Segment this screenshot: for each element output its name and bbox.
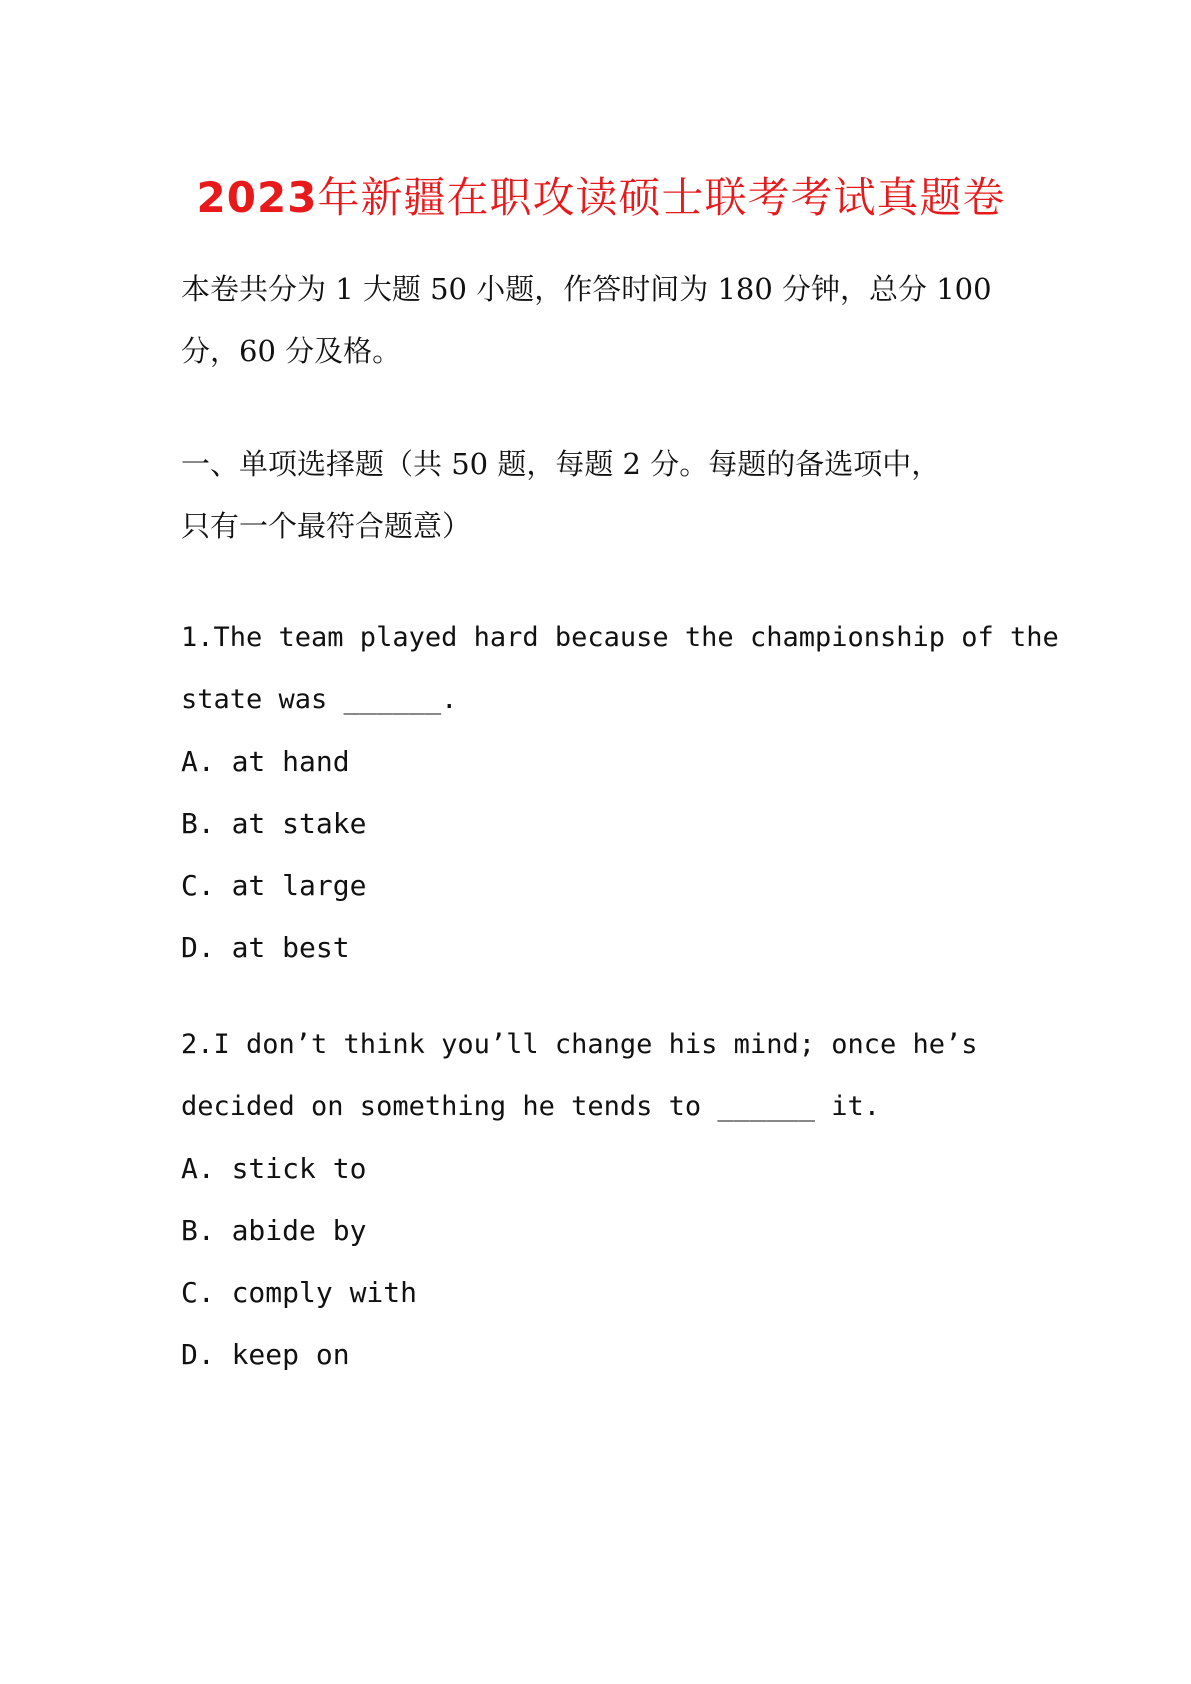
intro-line-1: 本卷共分为 1 大题 50 小题，作答时间为 180 分钟，总分 100 bbox=[181, 272, 992, 306]
section-heading bbox=[181, 433, 1021, 557]
question-2-option-a: A. stick to bbox=[181, 1152, 367, 1185]
question-2-stem-line-1: 2.I don’t think you’ll change his mind; once he’s bbox=[181, 1029, 978, 1060]
question-2-option-c: C. comply with bbox=[181, 1276, 418, 1309]
question-2-option-d: D. keep on bbox=[181, 1338, 350, 1371]
question-2-option-b: B. abide by bbox=[181, 1214, 367, 1247]
section-line-2: 只有一个最符合题意） bbox=[181, 509, 472, 543]
question-1-option-c: C. at large bbox=[181, 869, 367, 902]
question-1-stem-line-2: state was ______. bbox=[181, 684, 458, 715]
section-line-1: 一、单项选择题（共 50 题，每题 2 分。每题的备选项中， bbox=[181, 447, 941, 481]
page-title bbox=[181, 170, 1021, 226]
question-1-stem-line-1: 1.The team played hard because the championship of the bbox=[181, 622, 1059, 653]
question-1-option-a: A. at hand bbox=[181, 745, 350, 778]
question-2 bbox=[181, 1014, 1021, 1386]
question-1-option-d: D. at best bbox=[181, 931, 350, 964]
question-1-option-b: B. at stake bbox=[181, 807, 367, 840]
intro-line-2: 分，60 分及格。 bbox=[181, 334, 402, 368]
question-1 bbox=[181, 607, 1059, 979]
intro-paragraph bbox=[181, 258, 1021, 382]
title-year: 2023 bbox=[196, 173, 318, 222]
title-text: 年新疆在职攻读硕士联考考试真题卷 bbox=[317, 173, 1006, 222]
question-2-stem-line-2: decided on something he tends to ______ it. bbox=[181, 1091, 880, 1122]
